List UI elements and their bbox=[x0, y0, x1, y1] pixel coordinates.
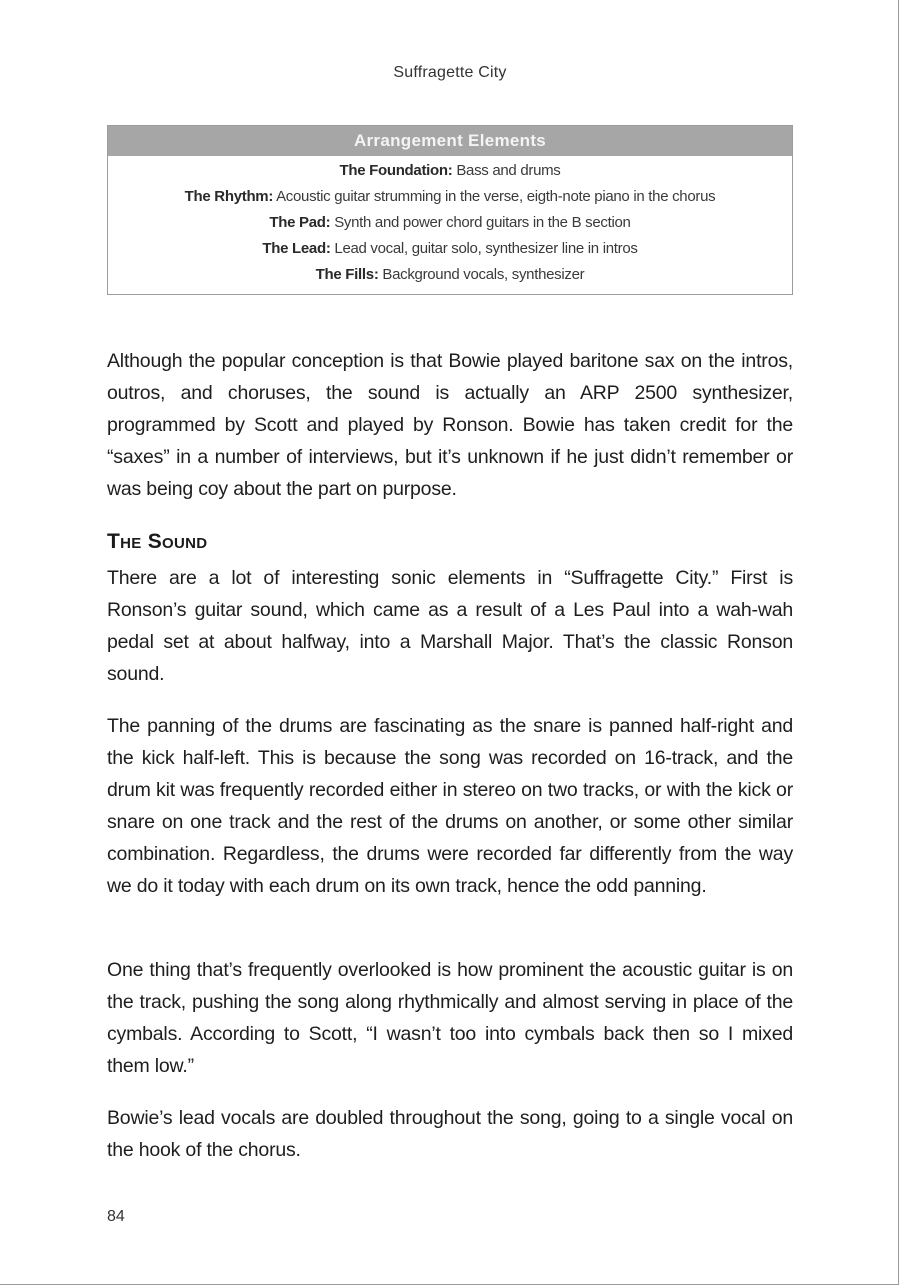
arrangement-item-text: Background vocals, synthesizer bbox=[378, 266, 585, 283]
paragraph-lead-vocals bbox=[107, 1102, 793, 1166]
paragraph-text: The panning of the drums are fascinating as the snare is panned half-right and the kick half-left. This is because the song was recorded on 16-track, and the drum kit was frequently recorded either in stereo on two tracks, or with the kick or snare on one track and the rest of the drums on another, or some other similar combination. Regardless, the drums were recorded far differently from the way we do it today with each drum on its own track, hence the odd panning. bbox=[107, 715, 793, 897]
paragraph-text: There are a lot of interesting sonic elements in “Suffragette City.” First is Ronson’s guitar sound, which came as a result of a Les Paul into a wah-wah pedal set at about halfway, into a Marshall Major. That’s the classic Ronson sound. bbox=[107, 567, 793, 685]
arrangement-item-fills bbox=[108, 262, 792, 288]
paragraph-synth bbox=[107, 345, 793, 505]
arrangement-item-rhythm bbox=[108, 184, 792, 210]
section-heading: The Sound bbox=[107, 530, 208, 553]
arrangement-item-text: Acoustic guitar strumming in the verse, eigth-note piano in the chorus bbox=[273, 188, 716, 205]
arrangement-item-label: The Lead: bbox=[262, 240, 331, 257]
arrangement-item-pad bbox=[108, 210, 792, 236]
arrangement-item-foundation bbox=[108, 158, 792, 184]
paragraph-acoustic-guitar bbox=[107, 954, 793, 1082]
paragraph-text: Although the popular conception is that Bowie played baritone sax on the intros, outros, and choruses, the sound is actually an ARP 2500 synthesizer, programmed by Scott and played by Ronson. Bowie has taken credit for the “saxes” in a number of interviews, but it’s unknown if he just didn’t remember or was being coy about the part on purpose. bbox=[107, 350, 793, 500]
arrangement-item-label: The Foundation: bbox=[339, 162, 453, 179]
paragraph-guitar-sound bbox=[107, 562, 793, 690]
arrangement-item-text: Synth and power chord guitars in the B section bbox=[330, 214, 631, 231]
arrangement-item-lead bbox=[108, 236, 792, 262]
arrangement-item-label: The Fills: bbox=[315, 266, 379, 283]
arrangement-list bbox=[108, 156, 792, 294]
arrangement-elements-box bbox=[107, 125, 793, 295]
page-number: 84 bbox=[107, 1208, 125, 1225]
arrangement-item-label: The Rhythm: bbox=[184, 188, 274, 205]
paragraph-text: Bowie’s lead vocals are doubled throughout the song, going to a single vocal on the hook of the chorus. bbox=[107, 1107, 793, 1161]
paragraph-drum-panning bbox=[107, 710, 793, 902]
arrangement-item-text: Bass and drums bbox=[452, 162, 561, 179]
arrangement-item-text: Lead vocal, guitar solo, synthesizer line in intros bbox=[330, 240, 638, 257]
arrangement-item-label: The Pad: bbox=[269, 214, 331, 231]
arrangement-box-title: Arrangement Elements bbox=[108, 126, 792, 156]
paragraph-text: One thing that’s frequently overlooked is how prominent the acoustic guitar is on the track, pushing the song along rhythmically and almost serving in place of the cymbals. According to Scott, “I wasn’t too into cymbals back then so I mixed them low.” bbox=[107, 959, 793, 1077]
running-head: Suffragette City bbox=[393, 64, 507, 81]
